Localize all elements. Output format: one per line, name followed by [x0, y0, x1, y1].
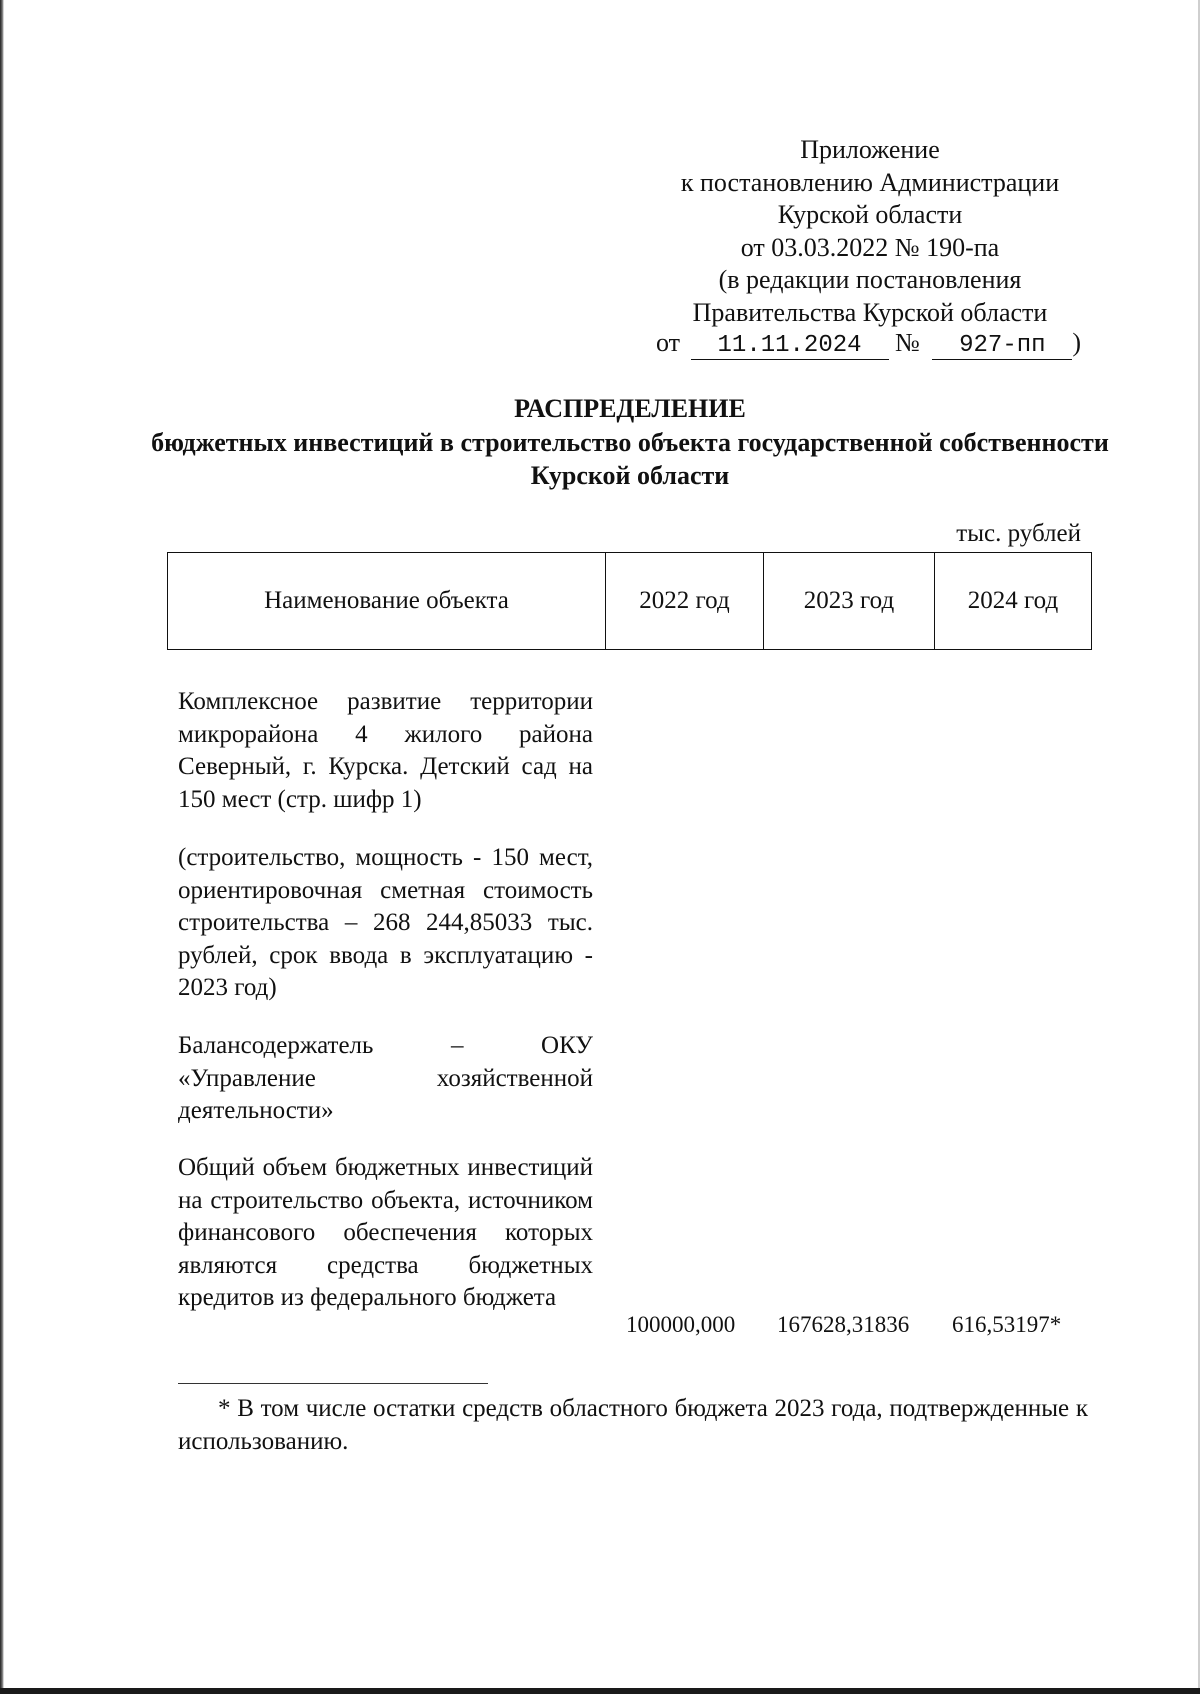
reg-number: 927-пп: [932, 333, 1072, 360]
document-subtitle: бюджетных инвестиций в строительство объекта государственной собственности Курской области: [151, 428, 1109, 490]
appendix-line: от 03.03.2022 № 190-па: [740, 232, 1000, 262]
reg-close: ): [1072, 328, 1082, 357]
value-2023: 167628,31836: [777, 1312, 910, 1337]
reg-number-sign: №: [895, 328, 920, 357]
value-2024: 616,53197*: [952, 1312, 1062, 1337]
investment-volume-label: Общий объем бюджетных инвестиций на строительство объекта, источником финансового обеспечения которых являются средства бюджетных кредитов из федерального бюджета: [178, 1154, 593, 1311]
table-header: [167, 552, 1092, 650]
value-2022: 100000,000: [626, 1312, 736, 1337]
registration-line: [656, 328, 1081, 360]
object-holder: Балансодержатель – ОКУ «Управление хозяйственной деятельности»: [178, 1032, 593, 1124]
object-details: (строительство, мощность - 150 мест, ориентировочная сметная стоимость строительства – 268 244,85033 тыс. рублей, срок ввода в эксплуатацию - 2023 год): [178, 844, 593, 1001]
header-object-name: Наименование объекта: [168, 553, 606, 650]
appendix-line: Правительства Курской области: [692, 297, 1048, 327]
object-name: Комплексное развитие территории микрорайона 4 жилого района Северный, г. Курска. Детский сад на 150 мест (стр. шифр 1): [178, 688, 593, 813]
footnote: * В том числе остатки средств областного бюджета 2023 года, подтвержденные к использованию.: [178, 1395, 1088, 1455]
appendix-line: Курской области: [777, 200, 963, 229]
reg-prefix: от: [656, 328, 681, 357]
scan-edge-left: [0, 0, 4, 1694]
appendix-line: Приложение: [800, 135, 940, 164]
scan-edge-bottom: [0, 1688, 1200, 1694]
document-title: РАСПРЕДЕЛЕНИЕ: [514, 394, 746, 423]
header-2022: 2022 год: [606, 553, 764, 650]
reg-date: 11.11.2024: [691, 333, 889, 360]
units-label: тыс. рублей: [956, 520, 1081, 547]
footnote-divider: [178, 1383, 488, 1384]
table-header-row: [168, 553, 1092, 650]
appendix-block: [640, 134, 1100, 329]
header-2023: 2023 год: [764, 553, 935, 650]
appendix-line: (в редакции постановления: [718, 265, 1022, 294]
header-2024: 2024 год: [935, 553, 1092, 650]
appendix-line: к постановлению Администрации: [680, 167, 1060, 197]
